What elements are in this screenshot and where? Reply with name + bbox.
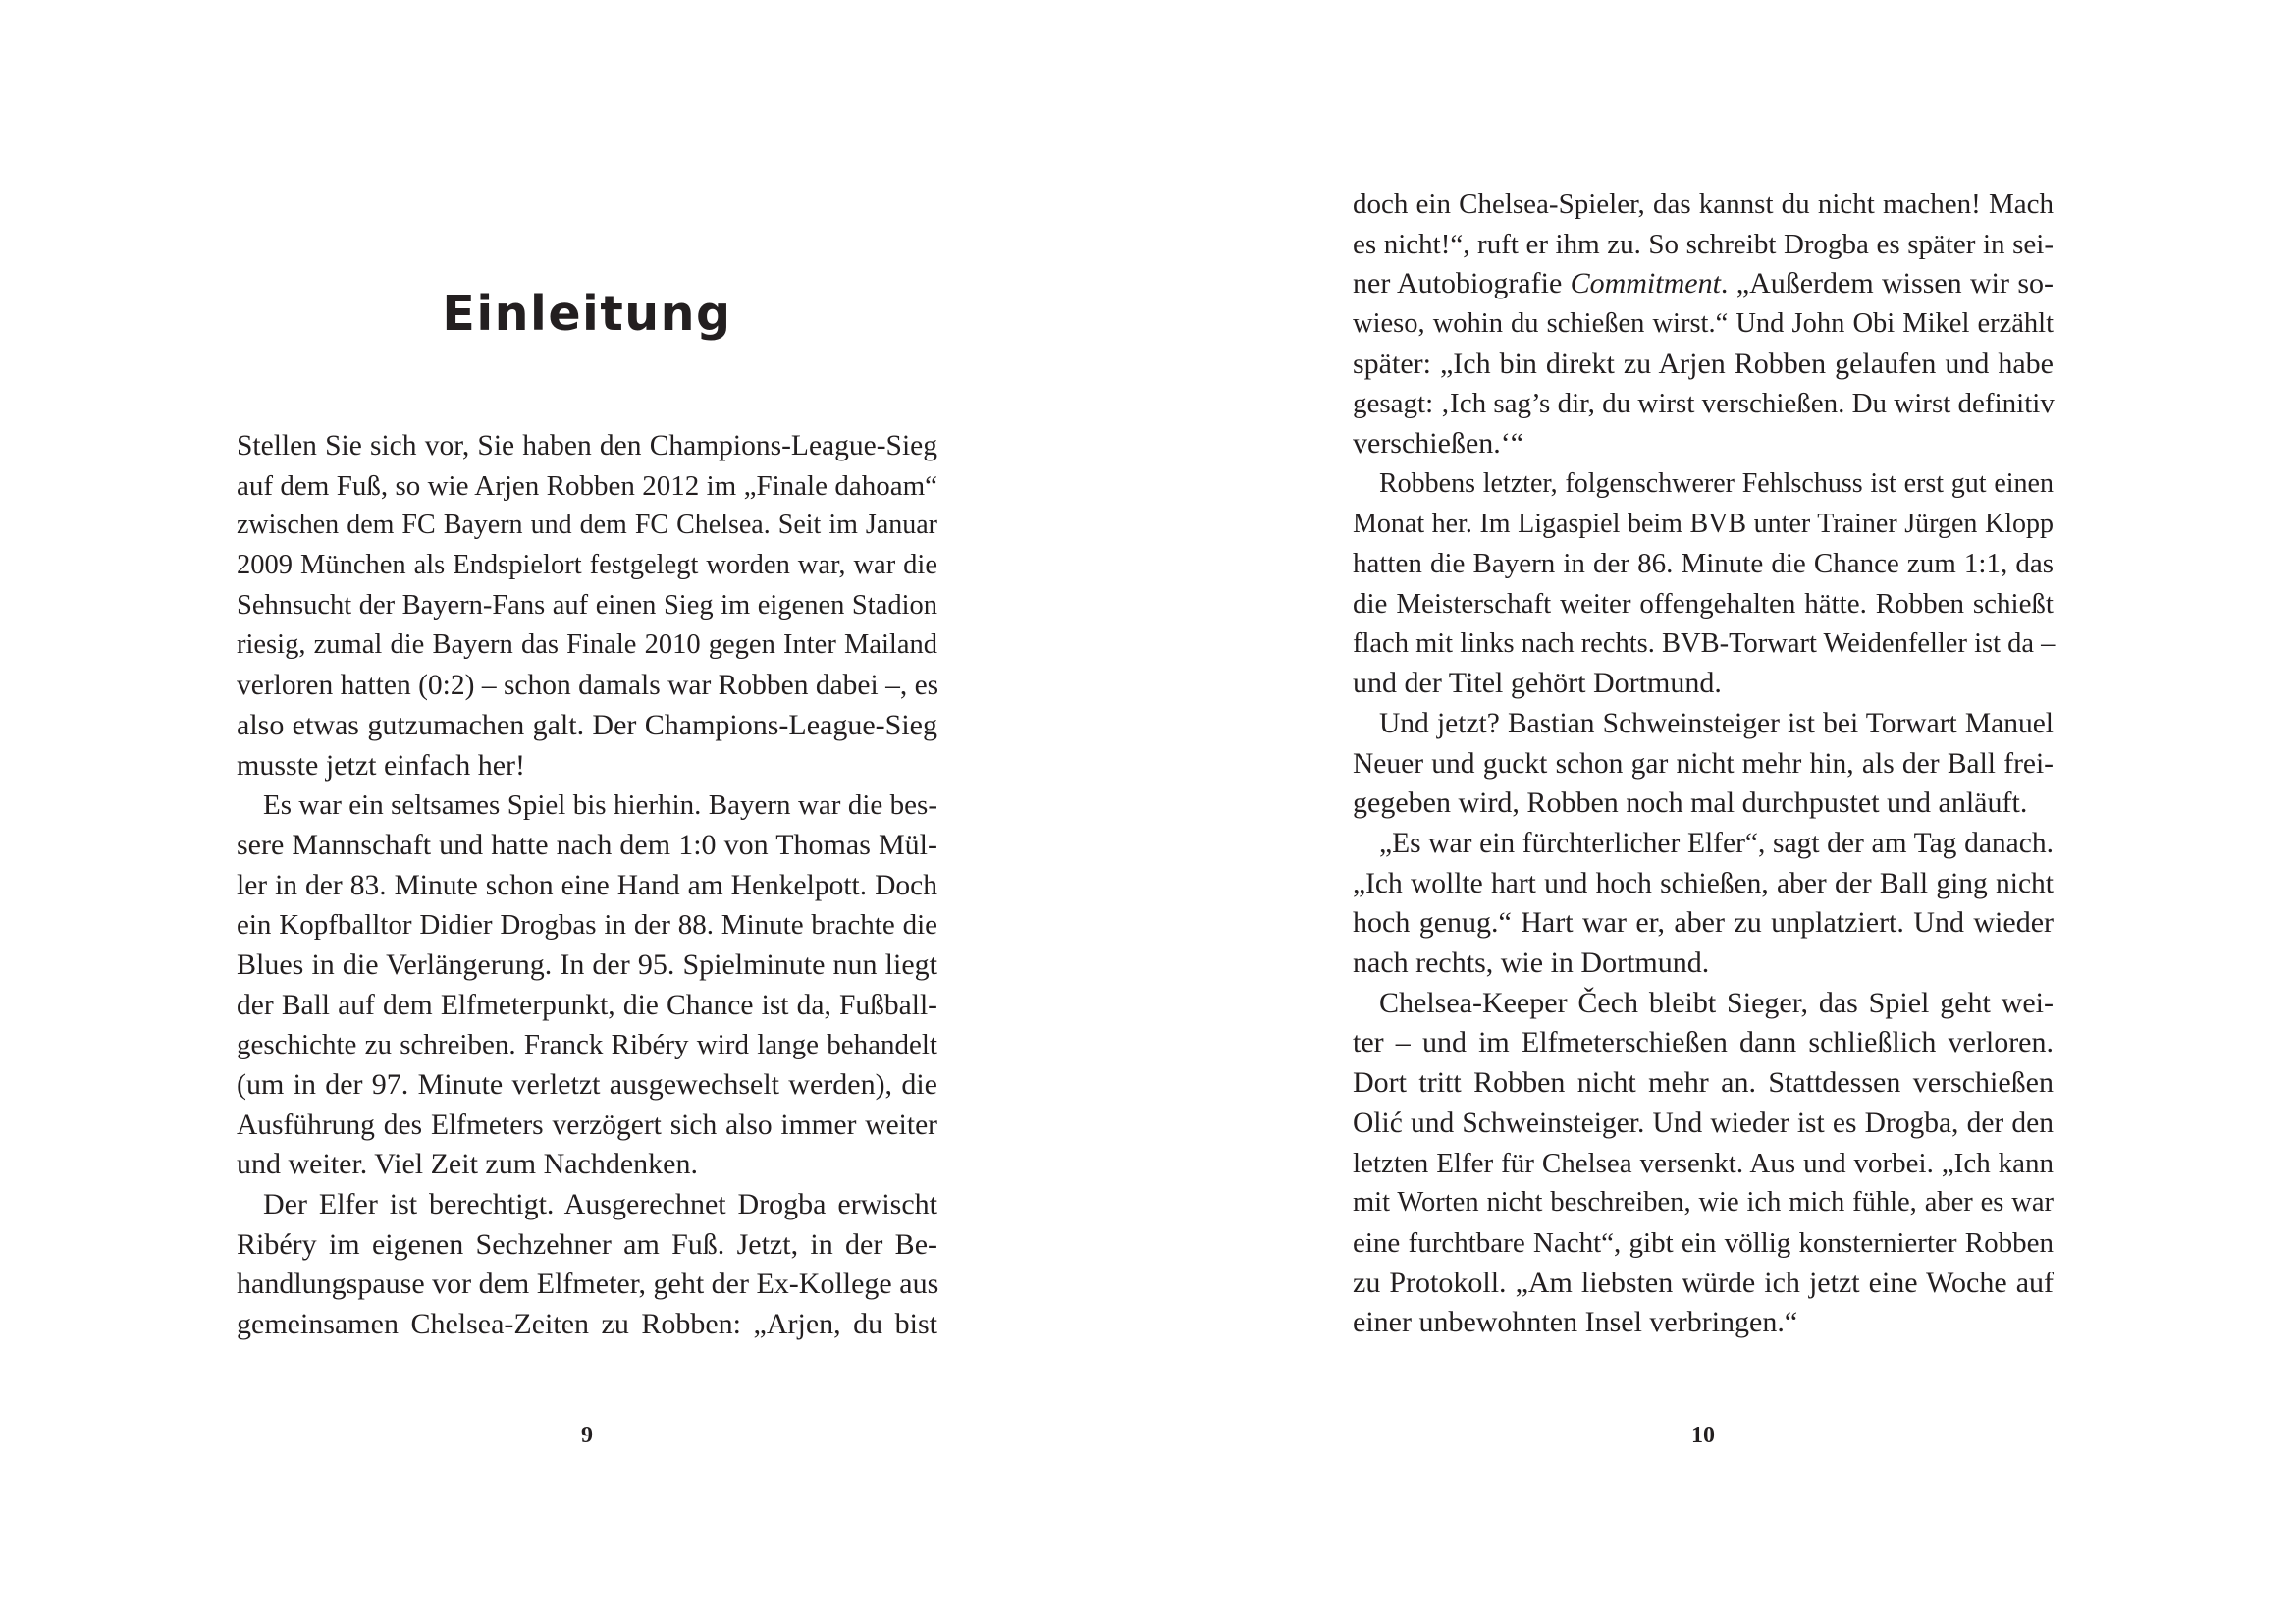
text-line: Blues in die Verlängerung. In der 95. Spielminute nun liegt <box>237 947 937 981</box>
paragraph-first-line: „Es war ein fürchterlicher Elfer“, sagt der am Tag danach. <box>1379 828 2054 859</box>
text-line: die Meisterschaft weiter offengehalten hätte. Robben schießt <box>1353 587 2054 620</box>
text-line: eine furchtbare Nacht“, gibt ein völlig konsternierter Robben <box>1353 1226 2054 1259</box>
text-line: Ribéry im eigenen Sechzehner am Fuß. Jetzt, in der Be- <box>237 1227 937 1261</box>
chapter-title: Einleitung <box>442 286 732 342</box>
text-line: hatten die Bayern in der 86. Minute die Chance zum 1:1, das <box>1353 548 2054 580</box>
text-line: und weiter. Viel Zeit zum Nachdenken. <box>237 1148 698 1181</box>
text-line: flach mit links nach rechts. BVB-Torwart Weidenfeller ist da – <box>1353 627 2056 659</box>
text-line: Sehnsucht der Bayern-Fans auf einen Sieg im eigenen Stadion <box>237 589 937 621</box>
text-line: mit Worten nicht beschreiben, wie ich mich fühle, aber es war <box>1353 1187 2054 1218</box>
text-line: einer unbewohnten Insel verbringen.“ <box>1353 1306 1798 1339</box>
text-line: ter – und im Elfmeterschießen dann schließlich verloren. <box>1353 1026 2054 1059</box>
text-line: zwischen dem FC Bayern und dem FC Chelsea. Seit im Januar <box>237 510 937 541</box>
text-line: hoch genug.“ Hart war er, aber zu unplatziert. Und wieder <box>1353 906 2054 940</box>
paragraph-first-line: Robbens letzter, folgenschwerer Fehlschuss ist erst gut einen <box>1379 467 2054 499</box>
text-line: Stellen Sie sich vor, Sie haben den Champions-League-Sieg <box>237 430 937 461</box>
paragraph-first-line: Es war ein seltsames Spiel bis hierhin. Bayern war die bes- <box>263 789 937 822</box>
text-line: auf dem Fuß, so wie Arjen Robben 2012 im „Finale dahoam“ <box>237 469 937 502</box>
page-number-right: 10 <box>1691 1423 1715 1448</box>
text-line: es nicht!“, ruft er ihm zu. So schreibt Drogba es später in sei- <box>1353 228 2054 260</box>
paragraph-first-line: Chelsea-Keeper Čech bleibt Sieger, das Spiel geht wei- <box>1379 986 2054 1019</box>
text-line: ein Kopfballtor Didier Drogbas in der 88. Minute brachte die <box>237 909 937 942</box>
right-page-body-text <box>1353 185 2054 1343</box>
text-line: sere Mannschaft und hatte nach dem 1:0 von Thomas Mül- <box>237 828 937 861</box>
text-line: Neuer und guckt schon gar nicht mehr hin, als der Ball frei- <box>1353 747 2054 780</box>
text-line: letzten Elfer für Chelsea versenkt. Aus und vorbei. „Ich kann <box>1353 1147 2054 1179</box>
text-line: musste jetzt einfach her! <box>237 748 526 782</box>
text-line: riesig, zumal die Bayern das Finale 2010 gegen Inter Mailand <box>237 629 937 661</box>
text-line: also etwas gutzumachen galt. Der Champions-League-Sieg <box>237 708 937 741</box>
text-line: verschießen.‘“ <box>1353 427 1524 460</box>
paragraph-first-line: Und jetzt? Bastian Schweinsteiger ist bei Torwart Manuel <box>1379 707 2054 739</box>
text-line: wieso, wohin du schießen wirst.“ Und John Obi Mikel erzählt <box>1353 308 2054 340</box>
text-line: nach rechts, wie in Dortmund. <box>1353 947 1710 980</box>
right-page <box>1148 0 2296 1624</box>
text-line: Monat her. Im Ligaspiel beim BVB unter Trainer Jürgen Klopp <box>1353 508 2054 539</box>
text-line: gemeinsamen Chelsea-Zeiten zu Robben: „Arjen, du bist <box>237 1308 937 1341</box>
text-line: später: „Ich bin direkt zu Arjen Robben gelaufen und habe <box>1353 347 2054 380</box>
text-line: ler in der 83. Minute schon eine Hand am Henkelpott. Doch <box>237 869 937 901</box>
page-number-left: 9 <box>581 1423 593 1448</box>
text-run: . „Außerdem wissen wir so- <box>1720 267 2054 300</box>
text-line: 2009 München als Endspielort festgelegt worden war, war die <box>237 550 937 581</box>
text-line: und der Titel gehört Dortmund. <box>1353 667 1722 700</box>
text-line: verloren hatten (0:2) – schon damals war Robben dabei –, es <box>237 670 939 702</box>
text-run: ner Autobiografie <box>1353 267 1571 300</box>
text-line: Olić und Schweinsteiger. Und wieder ist es Drogba, der den <box>1353 1107 2054 1139</box>
book-title-italic: Commitment <box>1570 267 1721 300</box>
text-line <box>1353 264 2054 304</box>
text-line: Ausführung des Elfmeters verzögert sich also immer weiter <box>237 1109 937 1141</box>
paragraph-first-line: Der Elfer ist berechtigt. Ausgerechnet Drogba erwischt <box>263 1188 937 1221</box>
text-line: „Ich wollte hart und hoch schießen, aber der Ball ging nicht <box>1353 867 2054 899</box>
text-line: (um in der 97. Minute verletzt ausgewechselt werden), die <box>237 1068 937 1101</box>
text-line: geschichte zu schreiben. Franck Ribéry wird lange behandelt <box>237 1029 937 1061</box>
text-line: doch ein Chelsea-Spieler, das kannst du nicht machen! Mach <box>1353 189 2054 220</box>
left-page-body-text <box>237 426 937 1345</box>
text-line: gesagt: ‚Ich sag’s dir, du wirst verschießen. Du wirst definitiv <box>1353 388 2055 420</box>
text-line: handlungspause vor dem Elfmeter, geht der Ex-Kollege aus <box>237 1268 939 1301</box>
text-line: der Ball auf dem Elfmeterpunkt, die Chance ist da, Fußball- <box>237 989 937 1021</box>
text-line: Dort tritt Robben nicht mehr an. Stattdessen verschießen <box>1353 1066 2054 1100</box>
text-line: gegeben wird, Robben noch mal durchpustet und anläuft. <box>1353 786 2028 820</box>
text-line: zu Protokoll. „Am liebsten würde ich jetzt eine Woche auf <box>1353 1266 2054 1299</box>
